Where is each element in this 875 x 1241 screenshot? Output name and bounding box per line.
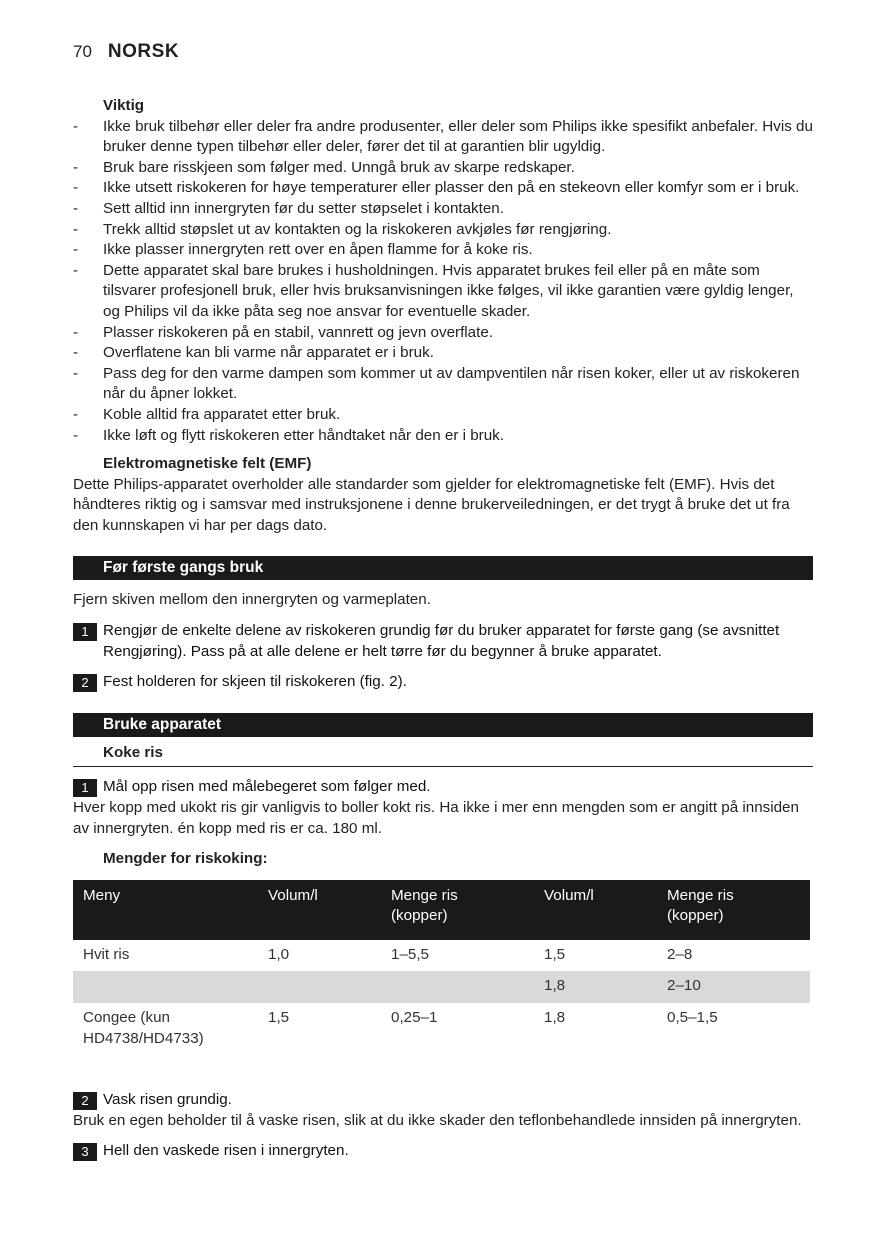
step-number: 1: [73, 623, 97, 641]
table-cell: Hvit ris: [83, 945, 130, 963]
table-header-row: [73, 880, 810, 940]
list-item: - Dette apparatet skal bare brukes i husholdningen. Hvis apparatet brukes feil eller på en måte som tilsvarer profesjonell bruk, eller hvis bruksanvisningen ikke følges, vil ikke garantien være gyldig lenger, og Philips vil da ikke påta seg noe ansvar for eventuelle skader.: [73, 261, 794, 320]
emf-heading: Elektromagnetiske felt (EMF): [103, 455, 312, 473]
table-cell: 2–8: [667, 945, 693, 963]
important-list: [73, 117, 813, 447]
rice-table-title: Mengder for riskoking:: [103, 850, 268, 868]
list-item: - Ikke løft og flytt riskokeren etter håndtaket når den er i bruk.: [73, 426, 504, 444]
table-cell: 1,0: [268, 945, 290, 963]
table-cell: 1–5,5: [391, 945, 430, 963]
list-item: - Trekk alltid støpslet ut av kontakten og la riskokeren avkjøles før rengjøring.: [73, 220, 612, 238]
emf-text: Dette Philips-apparatet overholder alle standarder som gjelder for elektromagnetiske felt (EMF). Hvis det håndteres riktig og i samsvar med instruksjonene i denne brukerveiledningen, er det trygt å bruke det ut fra den kunnskapen vi har per dags dato.: [73, 475, 790, 534]
measure-note: Hver kopp med ukokt ris gir vanligvis to boller kokt ris. Ha ikke i mer enn mengden som er angitt på innsiden av innergryten. én kopp med ris er ca. 180 ml.: [73, 799, 799, 837]
language-label: NORSK: [107, 41, 180, 62]
step-1-measure: 1 Mål opp risen med målebegeret som følger med.: [73, 777, 813, 798]
list-item: - Overflatene kan bli varme når apparatet er i bruk.: [73, 344, 434, 362]
step-number: 1: [73, 779, 97, 797]
list-item: - Plasser riskokeren på en stabil, vannrett og jevn overflate.: [73, 323, 494, 341]
table-cell: [381, 971, 534, 1003]
important-heading: Viktig: [103, 97, 145, 114]
table-cell: 1,5: [544, 945, 566, 963]
rice-quantity-table: [73, 880, 810, 1062]
table-row: [73, 971, 810, 1003]
list-item: - Koble alltid fra apparatet etter bruk.: [73, 405, 341, 423]
list-item: - Pass deg for den varme dampen som kommer ut av dampventilen når risen koker, eller ut av riskokeren når du åpner lokket.: [73, 364, 800, 403]
step-2-first-use: 2 Fest holderen for skjeen til riskokeren (fig. 2).: [73, 672, 813, 693]
table-cell: 1,8: [544, 1009, 566, 1026]
col-header-rice-amount: Menge ris (kopper): [657, 880, 810, 940]
list-item: - Ikke utsett riskokeren for høye temperaturer eller plasser den på en stekeovn eller komfyr som er i bruk.: [73, 179, 800, 197]
first-use-intro: Fjern skiven mellom den innergryten og varmeplaten.: [73, 591, 431, 609]
step-number: 2: [73, 674, 97, 692]
list-item: - Ikke plasser innergryten rett over en åpen flamme for å koke ris.: [73, 241, 533, 259]
col-header-rice-amount: Menge ris (kopper): [381, 880, 534, 940]
table-cell: 1,8: [534, 971, 657, 1003]
table-cell: 0,5–1,5: [667, 1009, 718, 1026]
table-cell: 1,5: [268, 1009, 290, 1026]
table-cell: Congee (kun HD4738/HD4733): [83, 1009, 204, 1047]
wash-note: Bruk en egen beholder til å vaske risen, slik at du ikke skader den teflonbehandlede innsiden på innergryten.: [73, 1111, 802, 1129]
col-header-volume: Volum/l: [534, 880, 657, 940]
col-header-menu: Meny: [73, 880, 258, 940]
list-item: - Sett alltid inn innergryten før du setter støpselet i kontakten.: [73, 199, 504, 217]
table-cell: [73, 971, 258, 1003]
step-3-pour: 3 Hell den vaskede risen i innergryten.: [73, 1141, 813, 1162]
step-1-first-use: 1 Rengjør de enkelte delene av riskokeren grundig før du bruker apparatet for første gang (se avsnittet Rengjøring). Pass på at alle delene er helt tørre før du begynner å bruke apparatet.: [73, 621, 813, 662]
col-header-volume: Volum/l: [258, 880, 381, 940]
page-header: [73, 42, 179, 70]
table-cell: [258, 971, 381, 1003]
section-using: Bruke apparatet: [73, 713, 813, 737]
step-number: 3: [73, 1143, 97, 1161]
table-row: [73, 940, 810, 972]
cook-rice-heading: Koke ris: [73, 743, 813, 768]
table-cell: 2–10: [657, 971, 810, 1003]
page-content: [73, 96, 813, 1162]
section-first-use: Før første gangs bruk: [73, 556, 813, 580]
page-number: 70: [73, 42, 92, 61]
step-2-wash: 2 Vask risen grundig.: [73, 1090, 813, 1111]
table-cell: 0,25–1: [391, 1009, 438, 1026]
step-number: 2: [73, 1092, 97, 1110]
list-item: - Bruk bare risskjeen som følger med. Unngå bruk av skarpe redskaper.: [73, 158, 575, 176]
list-item: - Ikke bruk tilbehør eller deler fra andre produsenter, eller deler som Philips ikke spesifikt anbefaler. Hvis du bruker denne typen tilbehør eller deler, fører det til at garantien blir ugyldig.: [73, 117, 813, 156]
table-row: [73, 1003, 810, 1062]
